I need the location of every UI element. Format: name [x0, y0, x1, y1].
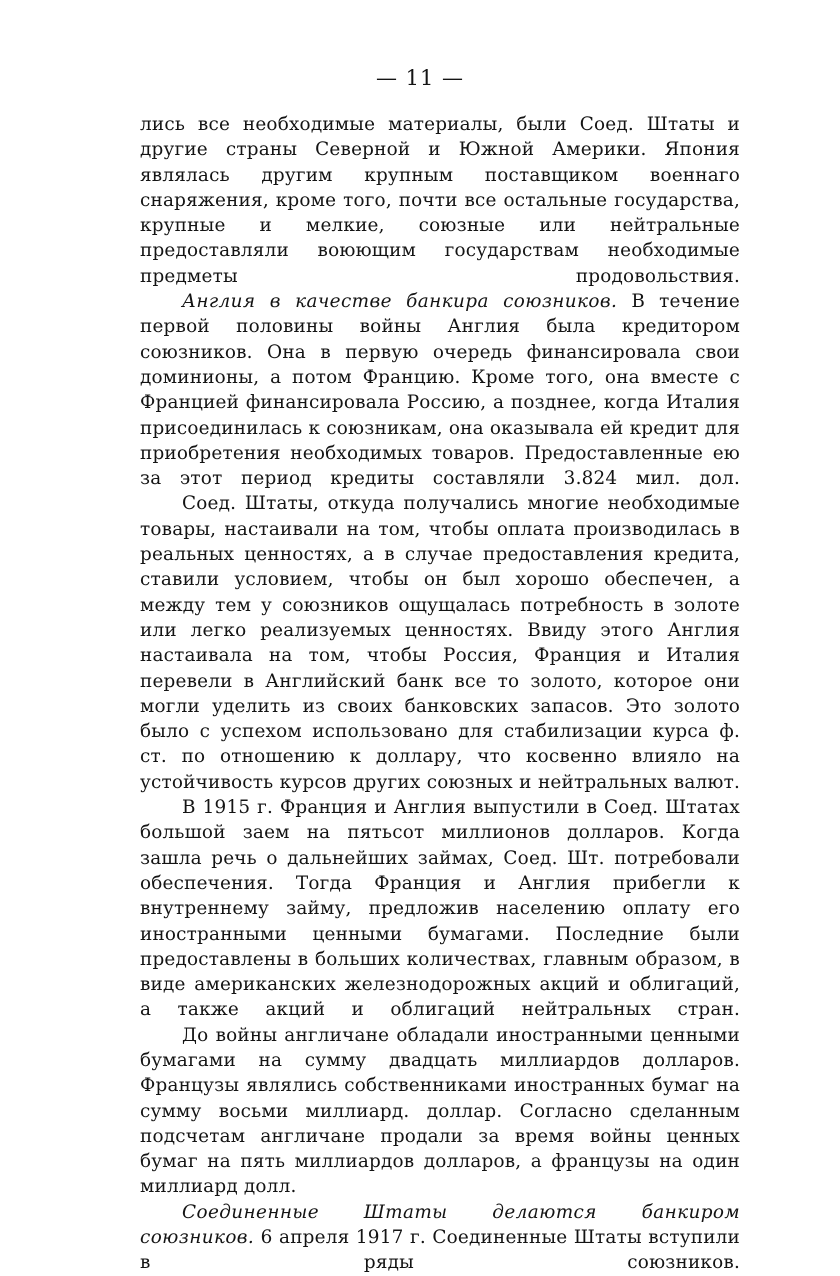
- paragraph-6-text: 6 апреля 1917 г. Соединенные Штаты вступили в ряды союзников.: [140, 1227, 740, 1274]
- paragraph-5: [140, 1023, 740, 1200]
- paragraph-5-text: До войны англичане обладали иностранными ценными бумагами на сумму двадцать миллиардов долларов. Французы являлись собственниками иностранных бумаг на сумму восьми миллиард. доллар. Согласно сделанным подсчетам англичане продали за время войны ценных бумаг на пять миллиардов долларов, а французы на один миллиард долл.: [140, 1024, 740, 1198]
- section-heading-us-banker: Соединенные Штаты делаются банкиром союзников.: [140, 1201, 740, 1249]
- paragraph-1: [140, 112, 740, 289]
- paragraph-4-text: В 1915 г. Франция и Англия выпустили в Соед. Штатах большой заем на пятьсот миллионов долларов. Когда зашла речь о дальнейших займах, Соед. Шт. потребовали обеспечения. Тогда Франция и Англия прибегли к внутреннему займу, предложив населению оплату его иностранными ценными бумагами. Последние были предоставлены в больших количествах, главным образом, в виде американских железнодорожных акций и облигаций, а также акций и облигаций нейтральных стран.: [140, 797, 740, 1021]
- paragraph-3-text: Соед. Штаты, откуда получались многие необходимые товары, настаивали на том, чтобы оплата производилась в реальных ценностях, а в случае предоставления кредита, ставили условием, чтобы он был хорошо обеспечен, а между тем у союзников ощущалась потребность в золоте или легко реализуемых ценностях. Ввиду этого Англия настаивала на том, чтобы Россия, Франция и Италия перевели в Английский банк все то золото, которое они могли уделить из своих банковских запасов. Это золото было с успехом использовано для стабилизации курса ф. ст. по отношению к доллару, что косвенно влияло на устойчивость курсов других союзных и нейтральных валют.: [140, 493, 740, 793]
- paragraph-6: [140, 1200, 740, 1276]
- paragraph-2: [140, 289, 740, 491]
- paragraph-4: [140, 795, 740, 1023]
- page-number: — 11 —: [375, 66, 465, 90]
- paragraph-3: [140, 491, 740, 795]
- section-heading-england-banker: Англия в качестве банкира союзников.: [182, 291, 618, 313]
- paragraph-2-text: В течение первой половины войны Англия была кредитором союзников. Она в первую очередь финансировала свои доминионы, а потом Францию. Кроме того, она вместе с Францией финансировала Россию, а позднее, когда Италия присоединилась к союзникам, она оказывала ей кредит для приобретения необходимых товаров. Предоставленные ею за этот период кредиты составляли 3.824 мил. дол.: [140, 291, 741, 490]
- paragraph-1-text: лись все необходимые материалы, были Соед. Штаты и другие страны Северной и Южной Америки. Япония являлась другим крупным поставщиком военнаго снаряжения, кроме того, почти все остальные государства, крупные и мелкие, союзные или нейтральные предоставляли воюющим государствам необходимые предметы продовольствия.: [140, 114, 740, 287]
- body-text: [140, 112, 740, 1276]
